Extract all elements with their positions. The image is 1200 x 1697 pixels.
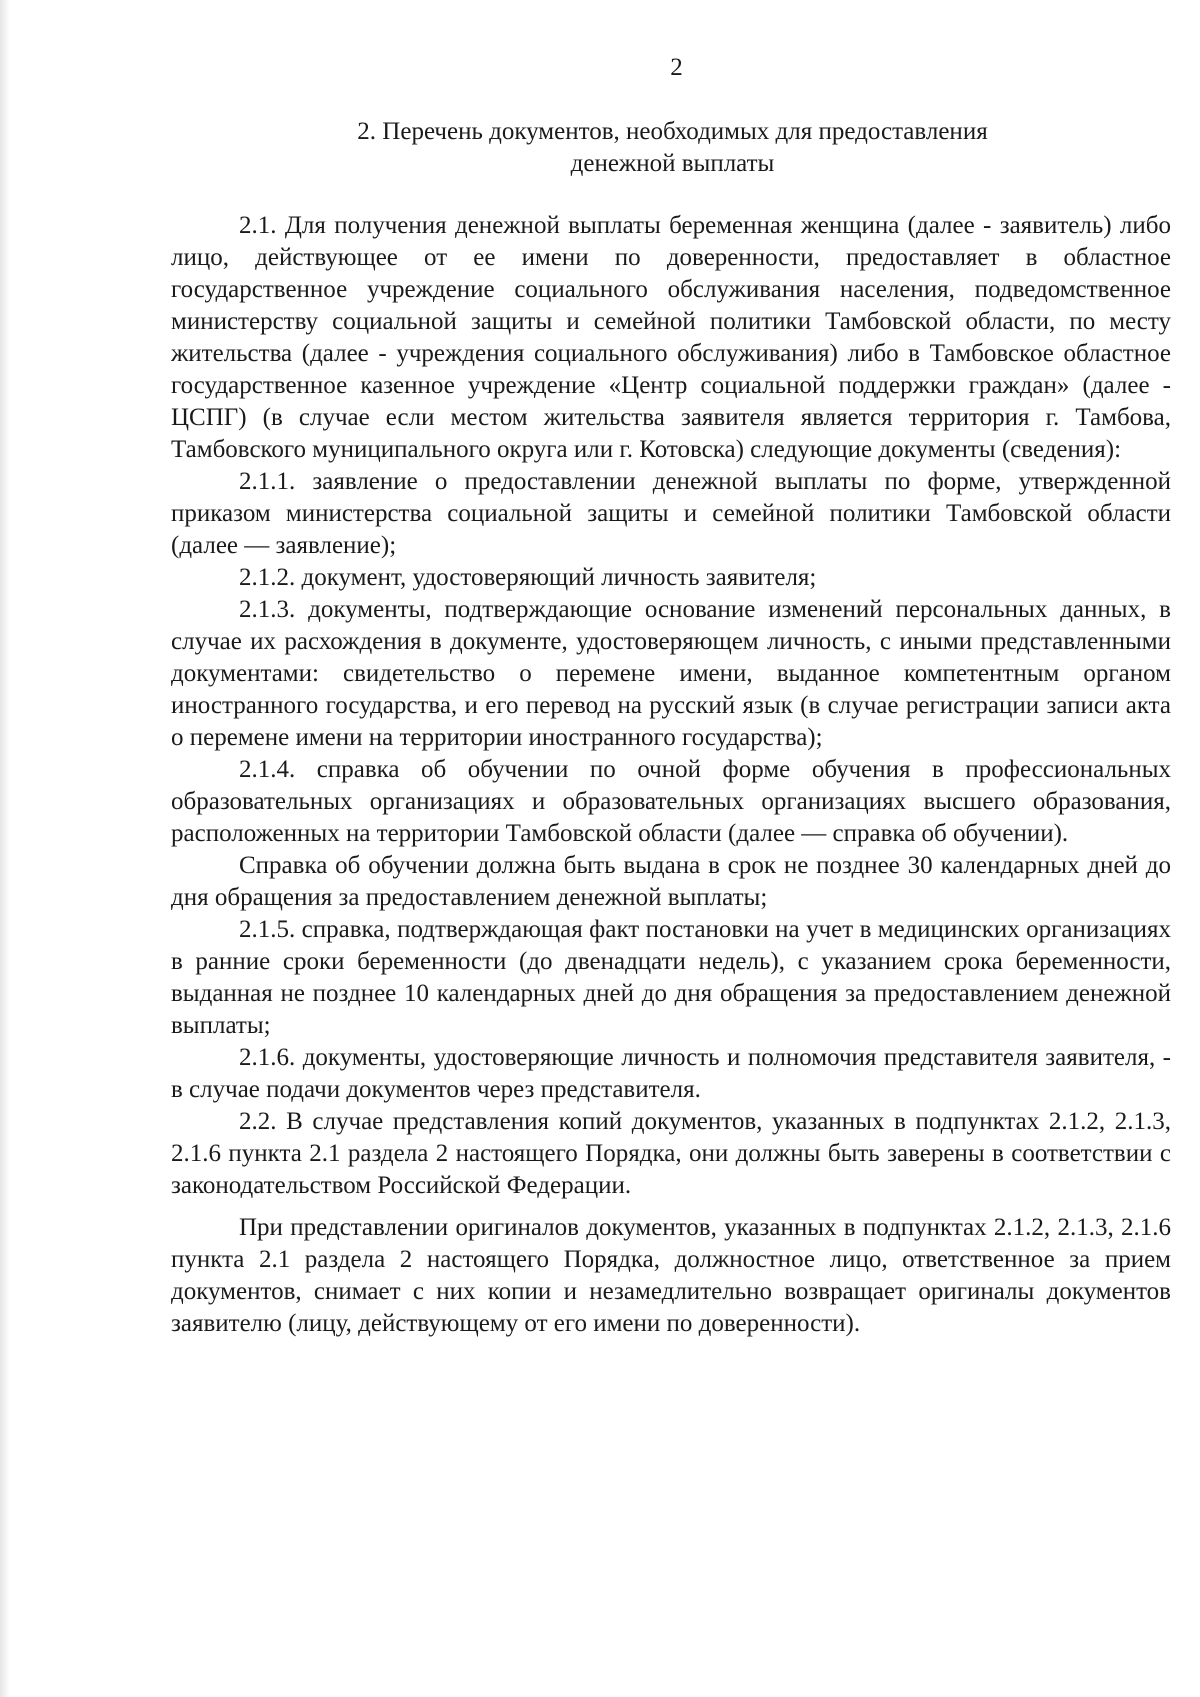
paragraph-2-1: 2.1. Для получения денежной выплаты беременная женщина (далее - заявитель) либо лицо, действующее от ее имени по доверенности, предоставляет в областное государственное учреждение социального обслуживания населения, подведомственное министерству социальной защиты и семейной политики Тамбовской области, по месту жительства (далее - учреждения социального обслуживания) либо в Тамбовское областное государственное казенное учреждение «Центр социальной поддержки граждан» (далее - ЦСПГ) (в случае если местом жительства заявителя является территория г. Тамбова, Тамбовского муниципального округа или г. Котовска) следующие документы (сведения): bbox=[171, 212, 1171, 463]
paragraph-2-1-5: 2.1.5. справка, подтверждающая факт постановки на учет в медицинских организациях в ранние сроки беременности (до двенадцати недель), с указанием срока беременности, выданная не позднее 10 календарных дней до дня обращения за предоставлением денежной выплаты; bbox=[171, 916, 1171, 1039]
paragraph-2-1-6: 2.1.6. документы, удостоверяющие личность и полномочия представителя заявителя, - в случае подачи документов через представителя. bbox=[171, 1044, 1171, 1103]
paragraph-2-2: 2.2. В случае представления копий документов, указанных в подпунктах 2.1.2, 2.1.3, 2.1.6 пункта 2.1 раздела 2 настоящего Порядка, они должны быть заверены в соответствии с законодательством Российской Федерации. bbox=[171, 1108, 1171, 1199]
section-title-line-2: денежной выплаты bbox=[570, 150, 775, 177]
paragraph-2-1-3: 2.1.3. документы, подтверждающие основание изменений персональных данных, в случае их расхождения в документе, удостоверяющем личность, с иными представленными документами: свидетельство о перемене имени, выданное компетентным органом иностранного государства, и его перевод на русский язык (в случае регистрации записи акта о перемене имени на территории иностранного государства); bbox=[171, 596, 1171, 751]
section-title-line-1: 2. Перечень документов, необходимых для предоставления bbox=[357, 118, 988, 145]
paragraph-2-1-4: 2.1.4. справка об обучении по очной форме обучения в профессиональных образовательных организациях и образовательных организациях высшего образования, расположенных на территории Тамбовской области (далее — справка об обучении). bbox=[171, 756, 1171, 847]
page-number: 2 bbox=[670, 54, 683, 81]
scan-edge bbox=[0, 0, 10, 1697]
paragraph-2-1-2: 2.1.2. документ, удостоверяющий личность заявителя; bbox=[239, 564, 817, 591]
paragraph-certificate-term: Справка об обучении должна быть выдана в срок не позднее 30 календарных дней до дня обращения за предоставлением денежной выплаты; bbox=[171, 852, 1171, 911]
paragraph-2-1-1: 2.1.1. заявление о предоставлении денежной выплаты по форме, утвержденной приказом министерства социальной защиты и семейной политики Тамбовской области (далее — заявление); bbox=[171, 468, 1171, 559]
paragraph-originals: При представлении оригиналов документов, указанных в подпунктах 2.1.2, 2.1.3, 2.1.6 пункта 2.1 раздела 2 настоящего Порядка, должностное лицо, ответственное за прием документов, снимает с них копии и незамедлительно возвращает оригиналы документов заявителю (лицу, действующему от его имени по доверенности). bbox=[171, 1214, 1171, 1337]
document-body bbox=[171, 210, 1171, 1340]
section-title bbox=[300, 116, 1045, 180]
